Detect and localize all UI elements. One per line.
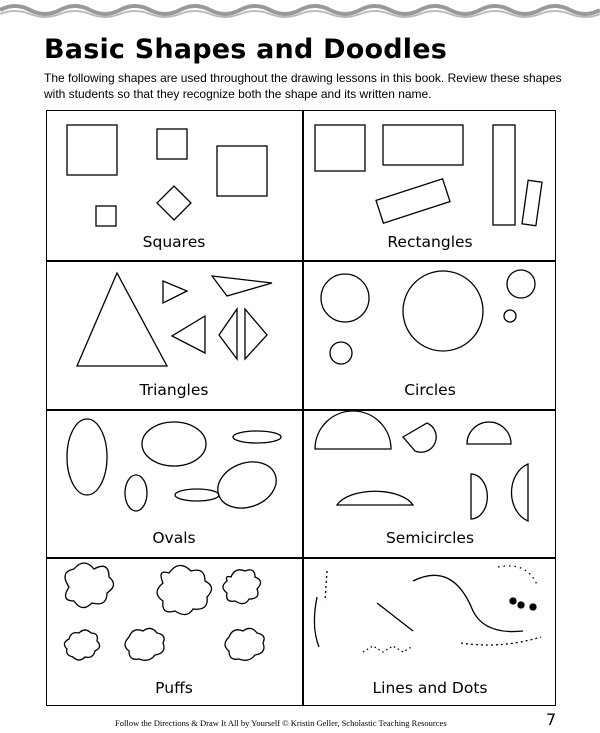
- wavy-top-border: [0, 0, 600, 24]
- cell-label: Lines and Dots: [372, 679, 488, 697]
- cell-label: Triangles: [139, 381, 209, 399]
- cell-label: Semicircles: [385, 529, 475, 547]
- cell-triangles: [47, 261, 301, 410]
- page-title: Basic Shapes and Doodles: [44, 34, 447, 65]
- page-number: 7: [546, 710, 557, 729]
- cell-label: Circles: [404, 381, 456, 399]
- cell-ovals: [47, 409, 301, 558]
- cell-squares: [47, 111, 301, 260]
- footer-credit: Follow the Directions & Draw It All by Yourself © Kristin Geller, Scholastic Teaching Resources: [115, 718, 447, 728]
- cell-label: Puffs: [155, 679, 193, 697]
- cell-circles: [303, 261, 557, 410]
- cell-semicircles: [303, 409, 557, 558]
- cell-puffs: [47, 557, 301, 706]
- cell-label: Ovals: [152, 529, 196, 547]
- shapes-grid: [46, 110, 556, 706]
- cell-label: Rectangles: [387, 233, 473, 251]
- cell-label: Squares: [142, 233, 206, 251]
- cell-rectangles: [303, 111, 557, 260]
- cell-lines-and-dots: [303, 557, 557, 706]
- intro-text: The following shapes are used throughout the drawing lessons in this book. Review these shapes with students so that they recognize both the shape and its written name.: [44, 71, 562, 101]
